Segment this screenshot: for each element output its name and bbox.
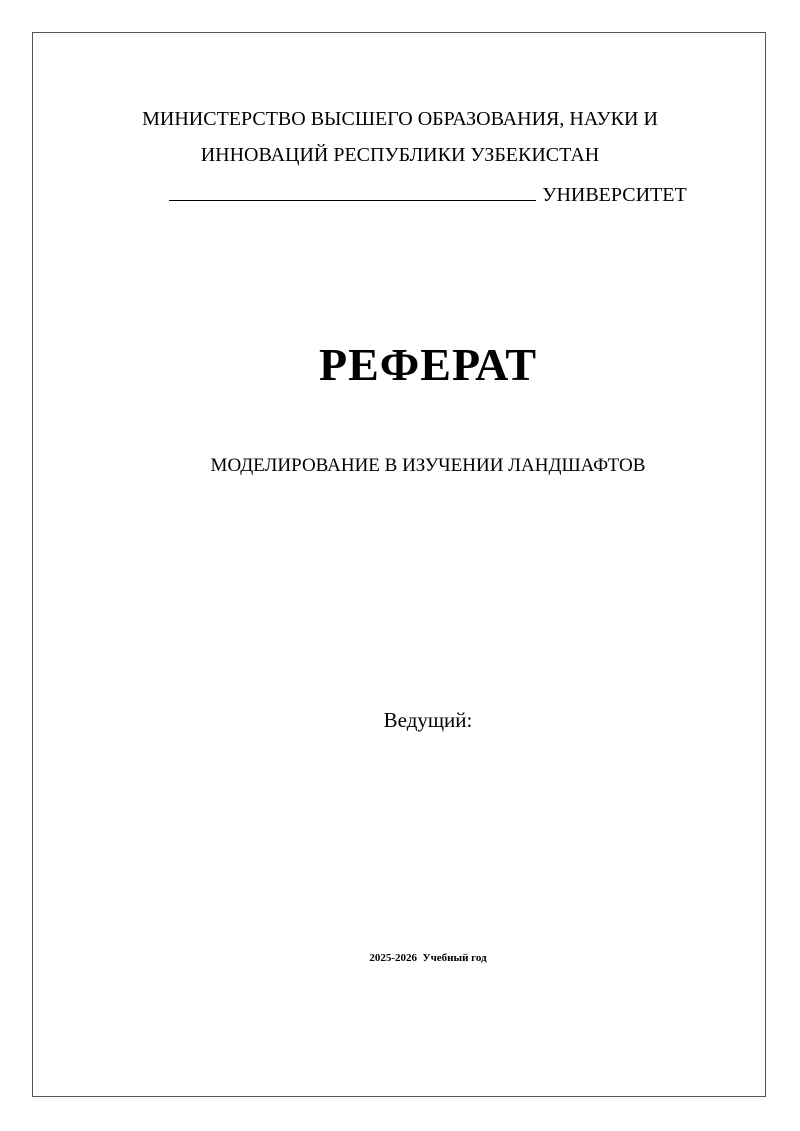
report-topic: МОДЕЛИРОВАНИЕ В ИЗУЧЕНИИ ЛАНДШАФТОВ (210, 455, 646, 476)
ministry-line-2: ИННОВАЦИЙ РЕСПУБЛИКИ УЗБЕКИСТАН (200, 144, 600, 166)
document-type-title: РЕФЕРАТ (318, 339, 538, 390)
university-name-blank (169, 175, 536, 201)
ministry-heading (0, 101, 800, 173)
academic-year: 2025-2026 Учебный год (369, 952, 487, 964)
university-line (0, 175, 800, 207)
ministry-line-1: МИНИСТЕРСТВО ВЫСШЕГО ОБРАЗОВАНИЯ, НАУКИ И (142, 108, 658, 130)
university-label: УНИВЕРСИТЕТ (542, 184, 687, 206)
supervisor-label: Ведущий: (383, 708, 473, 732)
